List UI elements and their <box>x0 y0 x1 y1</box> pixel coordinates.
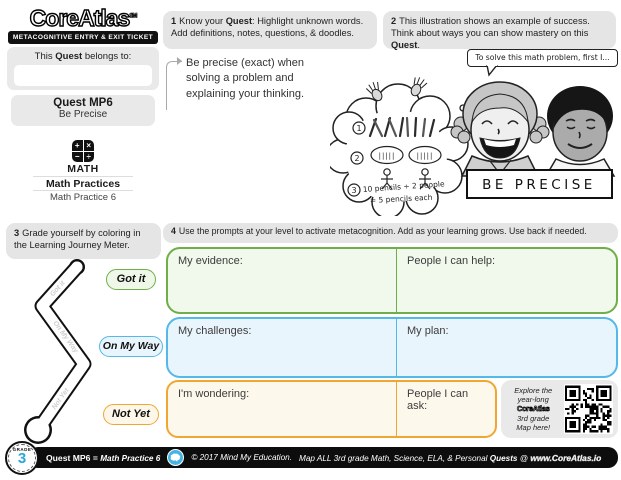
svg-text:|||||: ||||| <box>378 152 396 160</box>
brain-icon <box>167 449 184 466</box>
service-mark: SM <box>129 13 137 20</box>
people-i-can-help-field[interactable]: People I can help: <box>407 255 496 267</box>
equation-line-2: = 5 pencils each <box>369 192 433 205</box>
im-wondering-field[interactable]: I'm wondering: <box>168 382 397 436</box>
math-calculator-icon: + × − ÷ <box>72 140 94 162</box>
divider <box>33 190 133 191</box>
people-i-can-ask-field[interactable]: People I can ask: <box>407 388 469 412</box>
quest-name: Be Precise <box>58 109 108 120</box>
divider <box>33 176 133 177</box>
my-evidence-field[interactable]: My evidence: <box>168 249 397 312</box>
step-3-instructions: 3 Grade yourself by coloring in the Learning Journey Meter. <box>6 223 161 259</box>
step-4-instructions: 4 Use the prompts at your level to activate metacognition. Add as your learning grows. Use back if needed. <box>163 223 618 243</box>
coreatlas-logo: CoreAtlas℠ <box>29 5 137 31</box>
svg-text:|||||: ||||| <box>416 152 434 160</box>
footer-quest-id: Quest MP6 = Math Practice 6 <box>46 452 161 463</box>
subject-name: MATH <box>67 163 99 175</box>
svg-text:On My Way: On My Way <box>51 319 80 355</box>
svg-text:Got it: Got it <box>49 279 67 299</box>
prompt-box-green <box>166 247 618 314</box>
svg-text:2: 2 <box>354 154 360 163</box>
subject-practice: Math Practice 6 <box>50 192 116 203</box>
step-1-instructions: 1 Know your Quest: Highlight unknown words. Add definitions, notes, questions, & doodles. <box>163 11 377 49</box>
equation-line-1: 10 pencils ÷ 2 people <box>362 179 445 194</box>
success-illustration <box>330 66 621 216</box>
prompt-box-blue <box>166 317 618 378</box>
quest-description: Be precise (exact) when solving a problem and explaining your thinking. <box>186 57 305 100</box>
qr-caption: Explore the year-long CoreAtlas 3rd grade Map here! <box>506 386 560 433</box>
grade-3-badge: GRADE 3 <box>5 441 39 475</box>
student-name-input[interactable] <box>14 65 152 86</box>
step-2-instructions: 2 This illustration shows an example of success. Think about ways you can show mastery on this Quest. <box>383 11 616 49</box>
quest-card <box>11 95 155 126</box>
speech-bubble-tail <box>486 65 500 77</box>
quest-id: Quest MP6 <box>53 97 113 109</box>
ticket-banner: METACOGNITIVE ENTRY & EXIT TICKET <box>8 31 158 44</box>
footer-url: www.CoreAtlas.io <box>530 452 602 463</box>
my-plan-field[interactable]: My plan: <box>407 325 449 337</box>
prompt-box-orange <box>166 380 497 438</box>
meter-label-not-yet[interactable]: Not Yet <box>103 404 159 425</box>
my-challenges-field[interactable]: My challenges: <box>168 319 397 376</box>
subject-strand: Math Practices <box>45 178 121 190</box>
footer-bar <box>28 447 618 468</box>
belongs-box <box>7 47 159 90</box>
meter-label-on-my-way[interactable]: On My Way <box>99 336 163 357</box>
footer-map-text: Map ALL 3rd grade Math, Science, ELA, & Personal Quests @ www.CoreAtlas.io <box>299 452 602 463</box>
qr-code <box>564 384 613 434</box>
svg-text:Not Yet: Not Yet <box>50 387 71 412</box>
footer-copyright: © 2017 Mind My Education. <box>191 453 293 462</box>
mini-coreatlas-logo: CoreAtlas <box>516 404 550 414</box>
girl-figure <box>451 82 549 176</box>
qr-panel <box>501 380 618 438</box>
svg-text:3: 3 <box>351 186 357 195</box>
speech-bubble: To solve this math problem, first I... <box>467 49 618 67</box>
quest-connector-arrow <box>166 61 182 110</box>
boy-figure <box>546 86 614 176</box>
meter-label-got-it[interactable]: Got it <box>106 269 156 290</box>
svg-text:1: 1 <box>356 124 362 133</box>
banner-text: Be Precise <box>482 177 596 193</box>
belongs-label: This Quest belongs to: <box>34 51 132 62</box>
